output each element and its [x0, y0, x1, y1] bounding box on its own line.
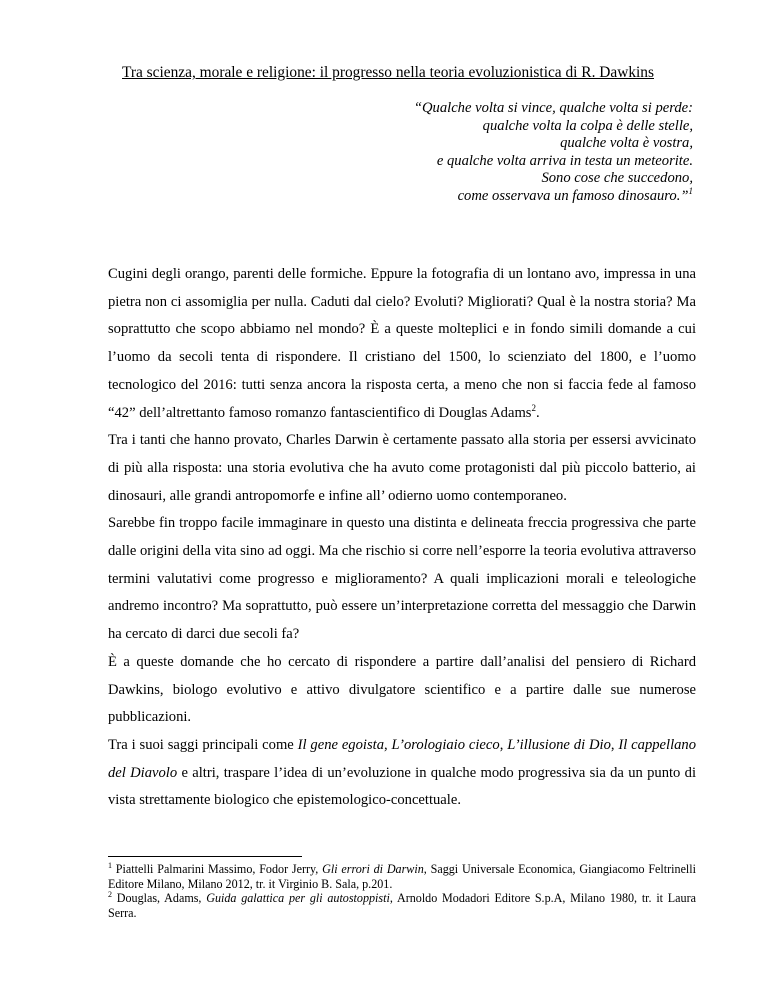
paragraph-text: . — [536, 404, 540, 421]
separator: , — [610, 736, 619, 753]
paragraph-2: Tra i tanti che hanno provato, Charles Darwin è certamente passato alla storia per essersi avvicinato di più alla risposta: una storia evolutiva che ha avuto come protagonisti dal più piccolo batterio, ai dinosauri, alle grandi antropomorfe e infine all’ odierno uomo contemporaneo. — [108, 432, 696, 504]
book-title: Il cappellano del Diavolo — [108, 736, 697, 781]
document-title: Tra scienza, morale e religione: il progresso nella teoria evoluzionistica di R. Dawkins — [122, 64, 654, 81]
paragraph-text: Tra i suoi saggi principali come — [108, 736, 298, 753]
epigraph-line: Sono cose che succedono, — [541, 170, 693, 187]
footnote-number: 1 — [108, 860, 112, 870]
footnote-book-title: Guida galattica per gli autostoppisti — [206, 891, 390, 906]
footnote-text: Piattelli Palmarini Massimo, Fodor Jerry, — [112, 862, 323, 876]
paragraph-text: Cugini degli orango, parenti delle formiche. Eppure la fotografia di un lontano avo, impressa in una pietra non ci assomiglia per nulla. Caduti dal cielo? Evoluti? Migliorati? Qual è la nostra storia? Ma soprattutto che scopo abbiamo nel mondo? È a queste molteplici e in fondo simili domande a cui l’uomo da secoli tenta di rispondere. Il cristiano del 1500, lo scienziato del 1800, e l’uomo tecnologico del 2016: tutti senza ancora la risposta certa, a meno che non si faccia fede al famoso “42” dell’altrettanto famoso romanzo fantascientifico di Douglas Adams — [108, 266, 696, 421]
epigraph-last-line — [253, 188, 693, 206]
separator: , — [499, 736, 508, 753]
footnote-1 — [108, 862, 696, 891]
footnote-text: Douglas, Adams, — [112, 891, 207, 906]
paragraph-4: È a queste domande che ho cercato di rispondere a partire dall’analisi del pensiero di Richard Dawkins, biologo evolutivo e attivo divulgatore scientifico e a partire dalle sue numerose pubblicazioni. — [108, 653, 696, 726]
footnote-book-title: Gli errori di Darwin — [322, 862, 424, 876]
book-title: Il gene egoista — [297, 736, 384, 753]
epigraph-line: e qualche volta arriva in testa un meteorite. — [436, 152, 693, 169]
body-text — [108, 261, 696, 815]
footnote-ref-2[interactable]: 2 — [531, 402, 536, 413]
epigraph-line: qualche volta è vostra, — [560, 135, 693, 152]
book-title: L’orologiaio cieco — [391, 736, 500, 753]
separator: , — [384, 736, 392, 753]
footnote-separator — [108, 856, 302, 857]
epigraph-line: “Qualche volta si vince, qualche volta si perde: — [413, 100, 693, 116]
footnote-number: 2 — [108, 890, 112, 900]
footnote-text: , Arnoldo Modadori Editore S.p.A, Milano 1980, tr. it Laura Serra. — [108, 891, 696, 920]
footnote-2 — [108, 891, 696, 920]
paragraph-5 — [108, 732, 696, 815]
footnote-text: , Saggi Universale Economica, Giangiacomo Feltrinelli Editore Milano, Milano 2012, tr. it Virginio B. Sala, p.201. — [108, 862, 697, 891]
epigraph-quote — [253, 100, 693, 206]
epigraph-line: come osservava un famoso dinosauro.” — [457, 187, 689, 204]
paragraph-3: Sarebbe fin troppo facile immaginare in questo una distinta e delineata freccia progressiva che parte dalle origini della vita sino ad oggi. Ma che rischio si corre nell’esporre la teoria evolutiva attraverso termini valutativi come progresso e miglioramento? A quali implicazioni morali e teleologiche andremo incontro? Ma soprattutto, può essere un’interpretazione corretta del messaggio che Darwin ha cercato di darci due secoli fa? — [108, 515, 697, 643]
book-title: L’illusione di Dio — [507, 736, 611, 753]
paragraph-text: e altri, traspare l’idea di un’evoluzione in qualche modo progressiva sia da un punto di vista strettamente biologico che epistemologico-concettuale. — [108, 764, 696, 809]
epigraph-line: qualche volta la colpa è delle stelle, — [482, 117, 693, 134]
footnote-ref-1[interactable]: 1 — [688, 186, 693, 197]
paragraph-1 — [108, 261, 696, 427]
footnotes — [108, 862, 696, 920]
